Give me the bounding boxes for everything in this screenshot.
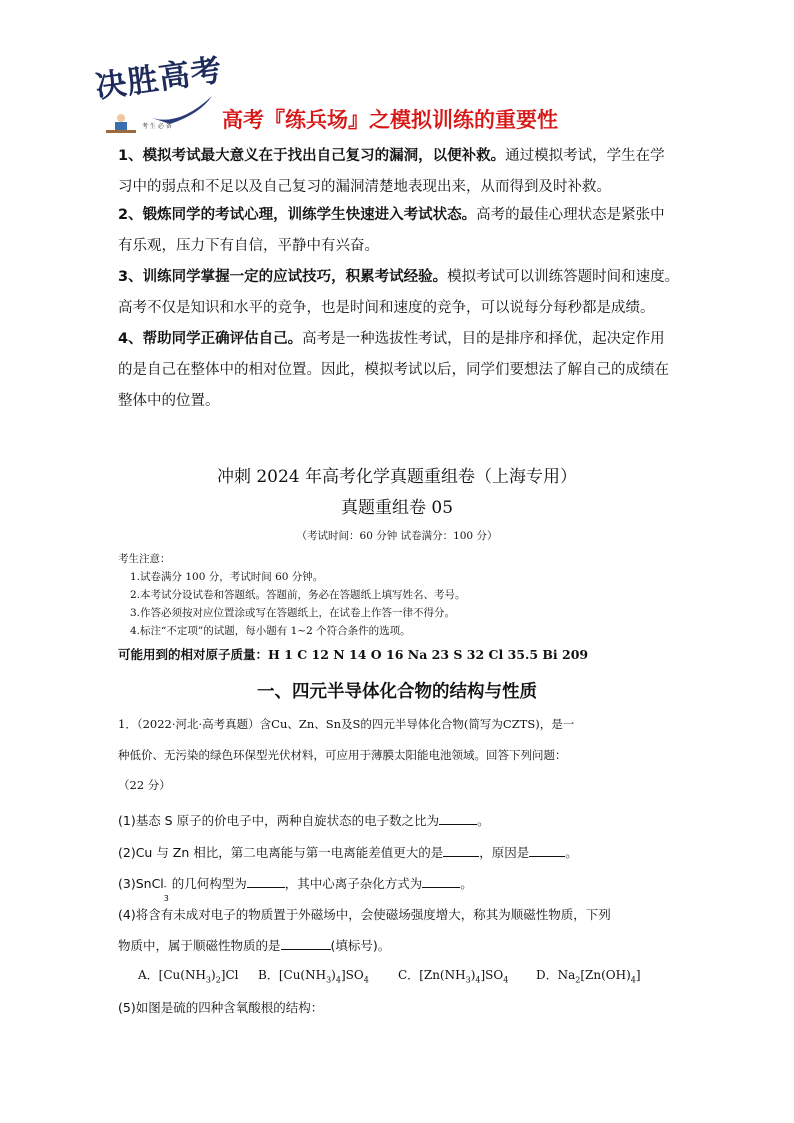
banner-title: 高考『练兵场』之模拟训练的重要性 (222, 108, 558, 132)
exam-time-info: （考试时间：60 分钟 试卷满分：100 分） (296, 530, 498, 542)
atomic-masses: 可能用到的相对原子质量：H 1 C 12 N 14 O 16 Na 23 S 32 Cl 35.5 Bi 209 (118, 647, 589, 662)
sub-question-1: (1)基态 S 原子的价电子中，两种自旋状态的电子数之比为 。 (118, 813, 490, 828)
option-d[interactable]: D．$Na_2[Zn(OH)_4]$ (536, 968, 641, 985)
point-3-line-2: 高考不仅是知识和水平的竞争，也是时间和速度的竞争，可以说每分每秒都是成绩。 (118, 300, 655, 316)
exam-title: 冲刺 2024 年高考化学真题重组卷（上海专用） (216, 467, 578, 487)
logo-text: 决胜高考 (93, 52, 225, 106)
point-4 (118, 324, 693, 417)
notice-heading: 考生注意： (118, 553, 171, 565)
student-figure-icon (104, 112, 138, 136)
point-2-line-2: 有乐观，压力下有自信，平静中有兴奋。 (118, 238, 379, 254)
point-1-line-2: 习中的弱点和不足以及自己复习的漏洞清楚地表现出来，从而得到及时补救。 (118, 179, 611, 195)
sub-question-3: (3)SnCl - 3 的几何构型为 ，其中心离子杂化方式为 。 (118, 876, 473, 903)
sub-question-4-line-2: 物质中，属于顺磁性物质的是 (填标号)。 (118, 938, 391, 953)
notice-2: 2.本考试分设试卷和答题纸。答题前，务必在答题纸上填写姓名、考号。 (130, 589, 466, 601)
answer-blank-4[interactable] (281, 937, 331, 950)
question-intro-line-2: 种低价、无污染的绿色环保型光伏材料，可应用于薄膜太阳能电池领域。回答下列问题： (118, 748, 567, 762)
notice-1: 1.试卷满分 100 分，考试时间 60 分钟。 (130, 571, 324, 583)
point-4-line-2: 的是自己在整体中的相对位置。因此，模拟考试以后，同学们要想法了解自己的成绩在 (118, 362, 669, 378)
question-intro-line-1: 1．（2022·河北·高考真题）含Cu、Zn、Sn及S的四元半导体化合物(简写为CZTS)，是一 (118, 717, 575, 731)
point-3-line-1: 模拟考试可以训练答题时间和速度。 (447, 269, 680, 285)
question-score: （22 分） (118, 778, 171, 792)
point-4-line-3: 整体中的位置。 (118, 393, 220, 409)
point-4-line-1: 高考是一种选拔性考试，目的是排序和择优，起决定作用 (302, 331, 665, 347)
point-1 (118, 141, 693, 203)
answer-blank-2b[interactable] (529, 844, 565, 857)
point-2-lead: 2、锻炼同学的考试心理，训练学生快速进入考试状态。 (118, 207, 477, 223)
point-2-line-1: 高考的最佳心理状态是紧张中 (476, 207, 665, 223)
logo-caption: 考 生 必 备 (142, 123, 172, 130)
point-3-lead: 3、训练同学掌握一定的应试技巧，积累考试经验。 (118, 269, 448, 285)
answer-blank-2a[interactable] (443, 844, 479, 857)
notice-3: 3.作答必须按对应位置涂或写在答题纸上，在试卷上作答一律不得分。 (130, 607, 456, 619)
point-1-line-1: 通过模拟考试，学生在学 (505, 148, 665, 164)
notice-4: 4.标注“不定项”的试题，每小题有 1~2 个符合条件的选项。 (130, 625, 411, 637)
answer-blank-1[interactable] (439, 812, 477, 825)
exam-subtitle: 真题重组卷 05 (340, 498, 454, 518)
sub-question-5: (5)如图是硫的四种含氧酸根的结构： (118, 1000, 324, 1015)
point-1-lead: 1、模拟考试最大意义在于找出自己复习的漏洞，以便补救。 (118, 148, 506, 164)
sub-question-4-line-1: (4)将含有未成对电子的物质置于外磁场中，会使磁场强度增大，称其为顺磁性物质，下列 (118, 907, 611, 922)
section-title: 一、四元半导体化合物的结构与性质 (257, 682, 537, 702)
answer-blank-3b[interactable] (422, 875, 460, 888)
point-4-lead: 4、帮助同学正确评估自己。 (118, 331, 303, 347)
option-c[interactable]: C．$[Zn(NH_3)_4]SO_4$ (398, 968, 509, 985)
point-2 (118, 200, 693, 262)
option-b[interactable]: B．$[Cu(NH_3)_4]SO_4$ (258, 968, 369, 985)
answer-blank-3a[interactable] (247, 875, 285, 888)
point-3 (118, 262, 693, 324)
option-a[interactable]: A．$[Cu(NH_3)_2]Cl$ (138, 968, 239, 985)
sub-question-2: (2)Cu 与 Zn 相比，第二电离能与第一电离能差值更大的是 ，原因是 。 (118, 845, 578, 860)
